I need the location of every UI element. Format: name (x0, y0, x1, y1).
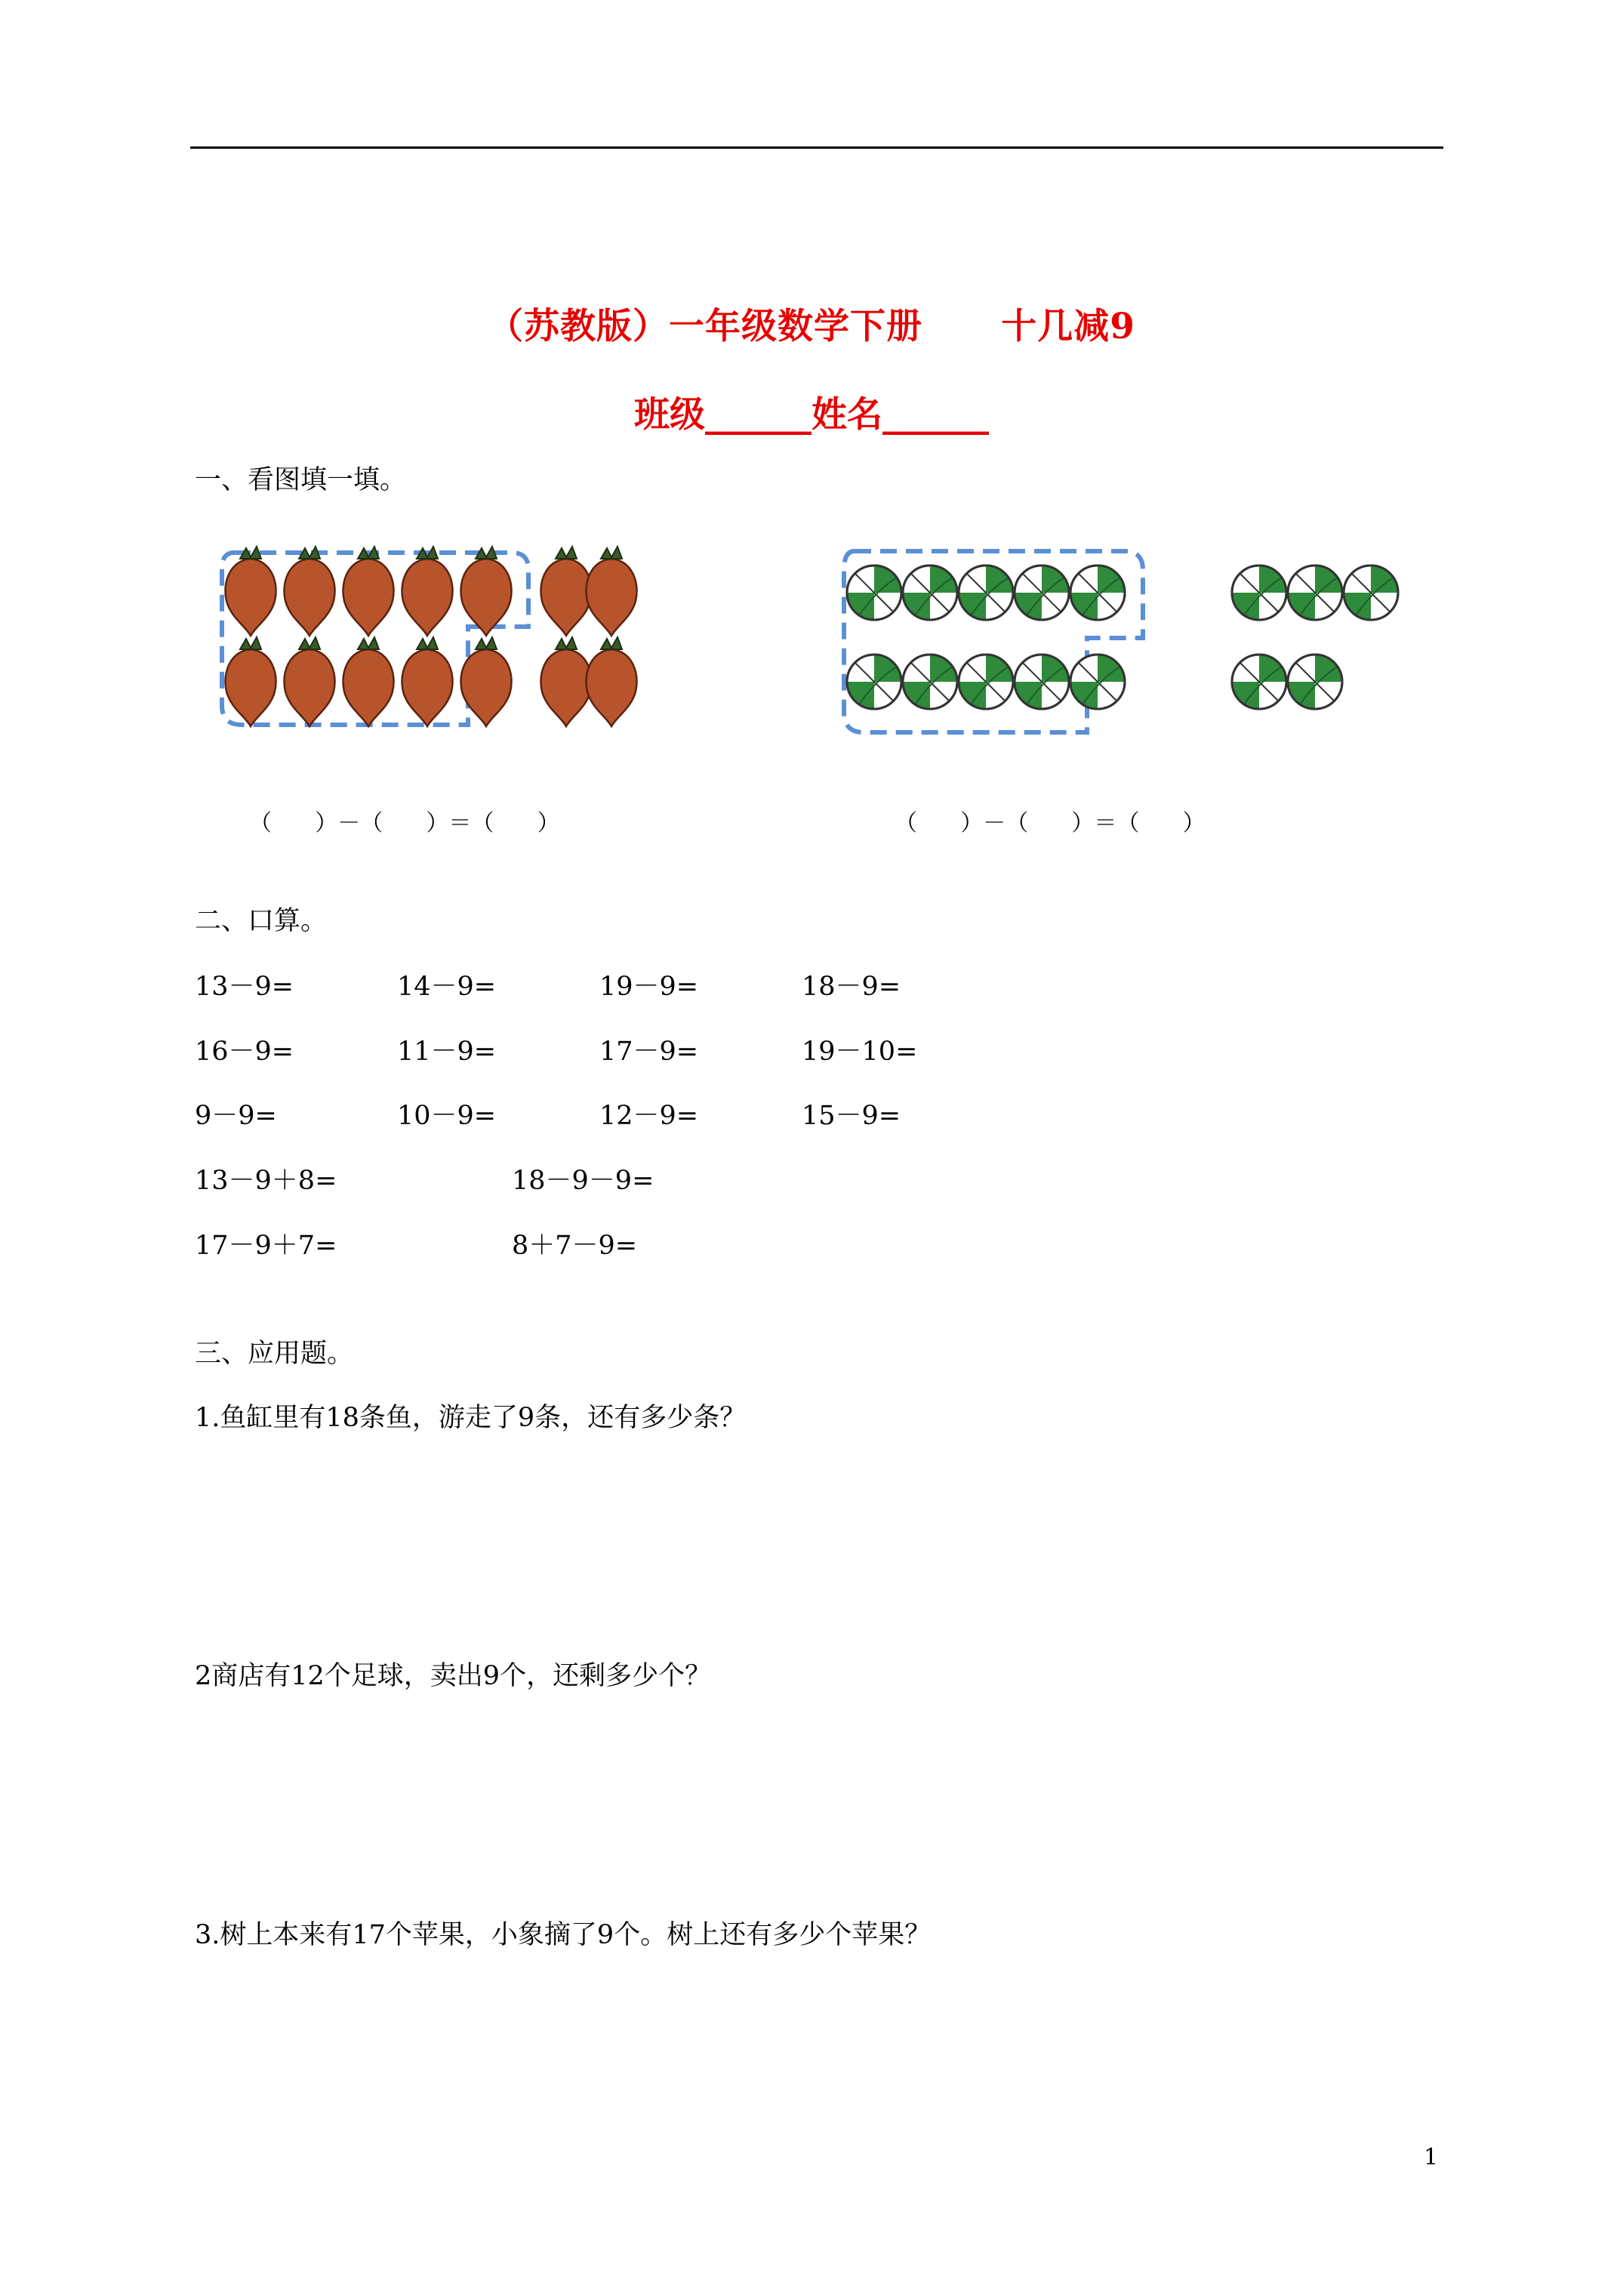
ball-icon (1015, 566, 1069, 620)
ball-icon (847, 566, 901, 620)
calc-item: 15－9= (802, 1101, 901, 1131)
calc-item: 10－9= (397, 1101, 497, 1131)
ball-icon (1070, 566, 1125, 620)
calc-item: 18－9= (802, 972, 901, 1002)
calc-item: 11－9= (397, 1037, 497, 1067)
calc-item: 17－9= (599, 1037, 699, 1067)
calc-item: 12－9= (599, 1101, 699, 1131)
radish-icon (402, 547, 452, 636)
section2-heading: 二、口算。 (195, 906, 328, 936)
radish-icon (343, 637, 393, 726)
ball-icon (903, 566, 957, 620)
ball-icon (1232, 566, 1286, 620)
radish-icon (402, 637, 452, 726)
calc-item: 19－9= (599, 972, 699, 1002)
calc-item: 14－9= (397, 972, 497, 1002)
ball-icon (1232, 655, 1286, 709)
ball-icon (1015, 655, 1069, 709)
word-problem-2: 2商店有12个足球，卖出9个，还剩多少个？ (195, 1661, 712, 1691)
ball-picture (830, 540, 1404, 744)
class-name-line: 班级______姓名______ (634, 394, 989, 436)
header-rule (190, 146, 1443, 149)
radish-icon (284, 547, 334, 636)
formula-radish[interactable]: （ ）－（ ）＝（ ） (249, 810, 560, 837)
radish-icon (284, 637, 334, 726)
radish-icon (225, 547, 276, 636)
ball-icon (1344, 566, 1398, 620)
radish-icon (540, 637, 591, 726)
radish-picture (211, 536, 694, 740)
radish-icon (586, 637, 636, 726)
calc-item: 18－9－9= (512, 1166, 654, 1196)
ball-icon (1288, 655, 1342, 709)
section1-heading: 一、看图填一填。 (195, 465, 407, 495)
radish-icon (586, 547, 636, 636)
ball-icon (903, 655, 957, 709)
radish-icon (343, 547, 393, 636)
radish-icon (460, 547, 511, 636)
radish-icon-group (225, 547, 636, 726)
calc-item: 13－9= (195, 972, 294, 1002)
ball-icon (847, 655, 901, 709)
calc-item: 9－9= (195, 1101, 277, 1131)
calc-item: 17－9＋7= (195, 1231, 337, 1261)
word-problem-1: 1.鱼缸里有18条鱼，游走了9条，还有多少条？ (195, 1403, 747, 1433)
word-problem-3: 3.树上本来有17个苹果，小象摘了9个。树上还有多少个苹果？ (195, 1920, 932, 1950)
calc-item: 16－9= (195, 1037, 294, 1067)
section3-heading: 三、应用题。 (195, 1339, 354, 1369)
ball-icon (1288, 566, 1342, 620)
ball-icon (959, 655, 1013, 709)
formula-ball[interactable]: （ ）－（ ）＝（ ） (895, 810, 1206, 837)
page-number: 1 (1424, 2144, 1439, 2171)
calc-item: 13－9＋8= (195, 1166, 337, 1196)
radish-icon (225, 637, 276, 726)
worksheet-title: （苏教版）一年级数学下册 十几减9 (488, 306, 1135, 347)
radish-icon (540, 547, 591, 636)
calc-item: 8＋7－9= (512, 1231, 638, 1261)
ball-icon (1070, 655, 1125, 709)
calc-item: 19－10= (802, 1037, 918, 1067)
ball-icon (959, 566, 1013, 620)
